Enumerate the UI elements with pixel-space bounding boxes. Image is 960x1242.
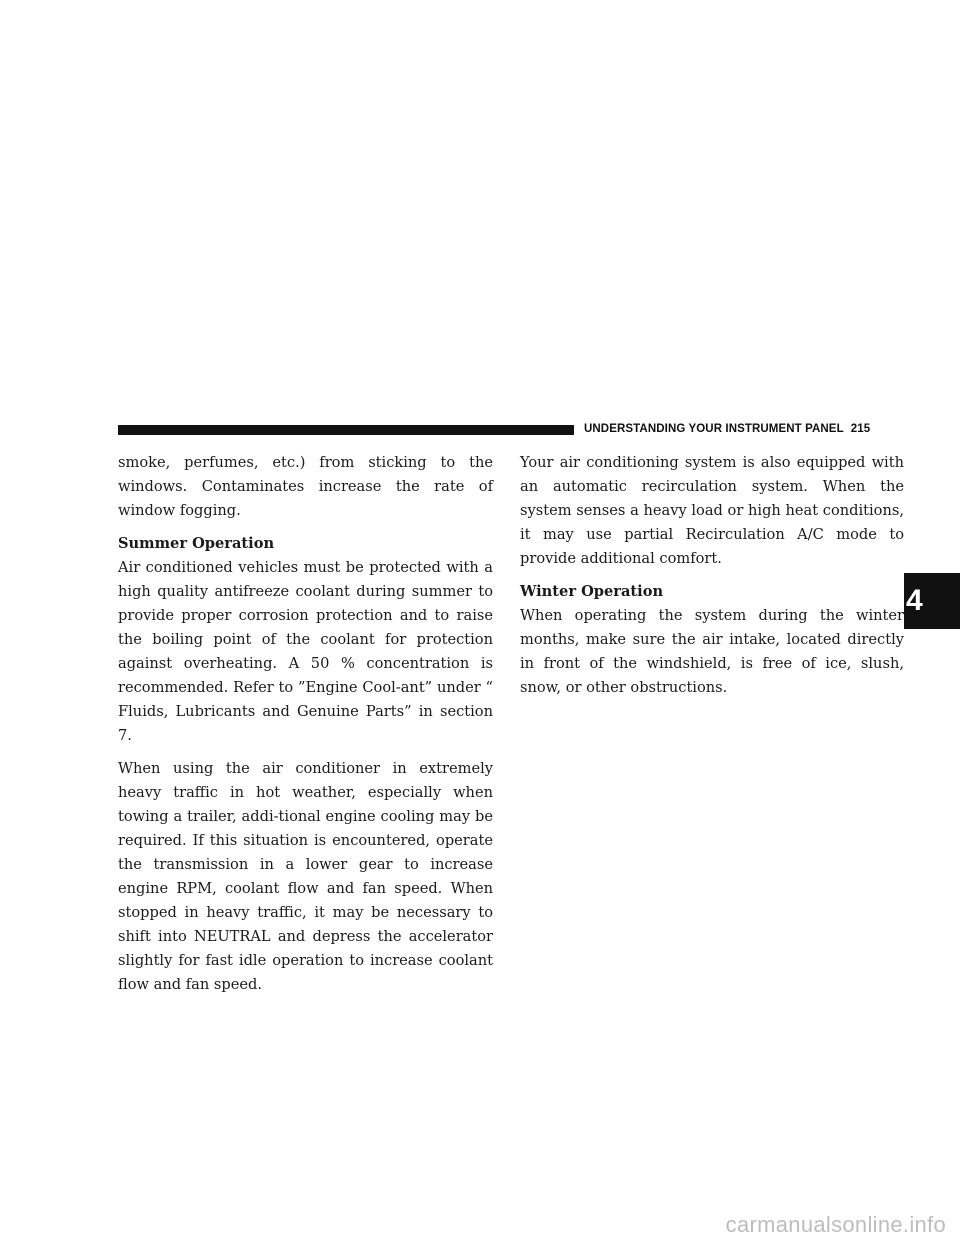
heading-winter-operation: Winter Operation — [520, 583, 664, 600]
left-column — [118, 451, 493, 1006]
paragraph-winter-intake: When operating the system during the winter months, make sure the air intake, located directly in front of the windshield, is free of ice, slush, snow, or other obstructions. — [520, 607, 904, 696]
paragraph-window-fogging: smoke, perfumes, etc.) from sticking to the windows. Contaminates increase the rate of window fogging. — [118, 454, 493, 519]
paragraph-heavy-traffic: When using the air conditioner in extremely heavy traffic in hot weather, especially when towing a trailer, addi-tional engine cooling may be required. If this situation is encountered, operate the transmission in a lower gear to increase engine RPM, coolant flow and fan speed. When stopped in heavy traffic, it may be necessary to shift into NEUTRAL and depress the accelerator slightly for fast idle operation to increase coolant flow and fan speed. — [118, 760, 493, 993]
header-rule — [118, 425, 574, 435]
running-header — [584, 421, 904, 438]
right-column — [520, 451, 904, 709]
paragraph-summer-coolant: Air conditioned vehicles must be protected with a high quality antifreeze coolant during summer to provide proper corrosion protection and to raise the boiling point of the coolant for protection against overheating. A 50 % concentration is recommended. Refer to ”Engine Cool-ant” under “ Fluids, Lubricants and Genuine Parts” in section 7. — [118, 559, 493, 744]
heading-summer-operation: Summer Operation — [118, 535, 275, 552]
page-number: 215 — [850, 423, 871, 435]
paragraph-recirculation: Your air conditioning system is also equipped with an automatic recirculation system. When the system senses a heavy load or high heat conditions, it may use partial Recirculation A/C mode to provide additional comfort. — [520, 454, 904, 567]
watermark: carmanualsonline.info — [725, 1212, 946, 1237]
section-title: UNDERSTANDING YOUR INSTRUMENT PANEL — [584, 423, 844, 435]
section-tab: 4 — [904, 573, 960, 629]
